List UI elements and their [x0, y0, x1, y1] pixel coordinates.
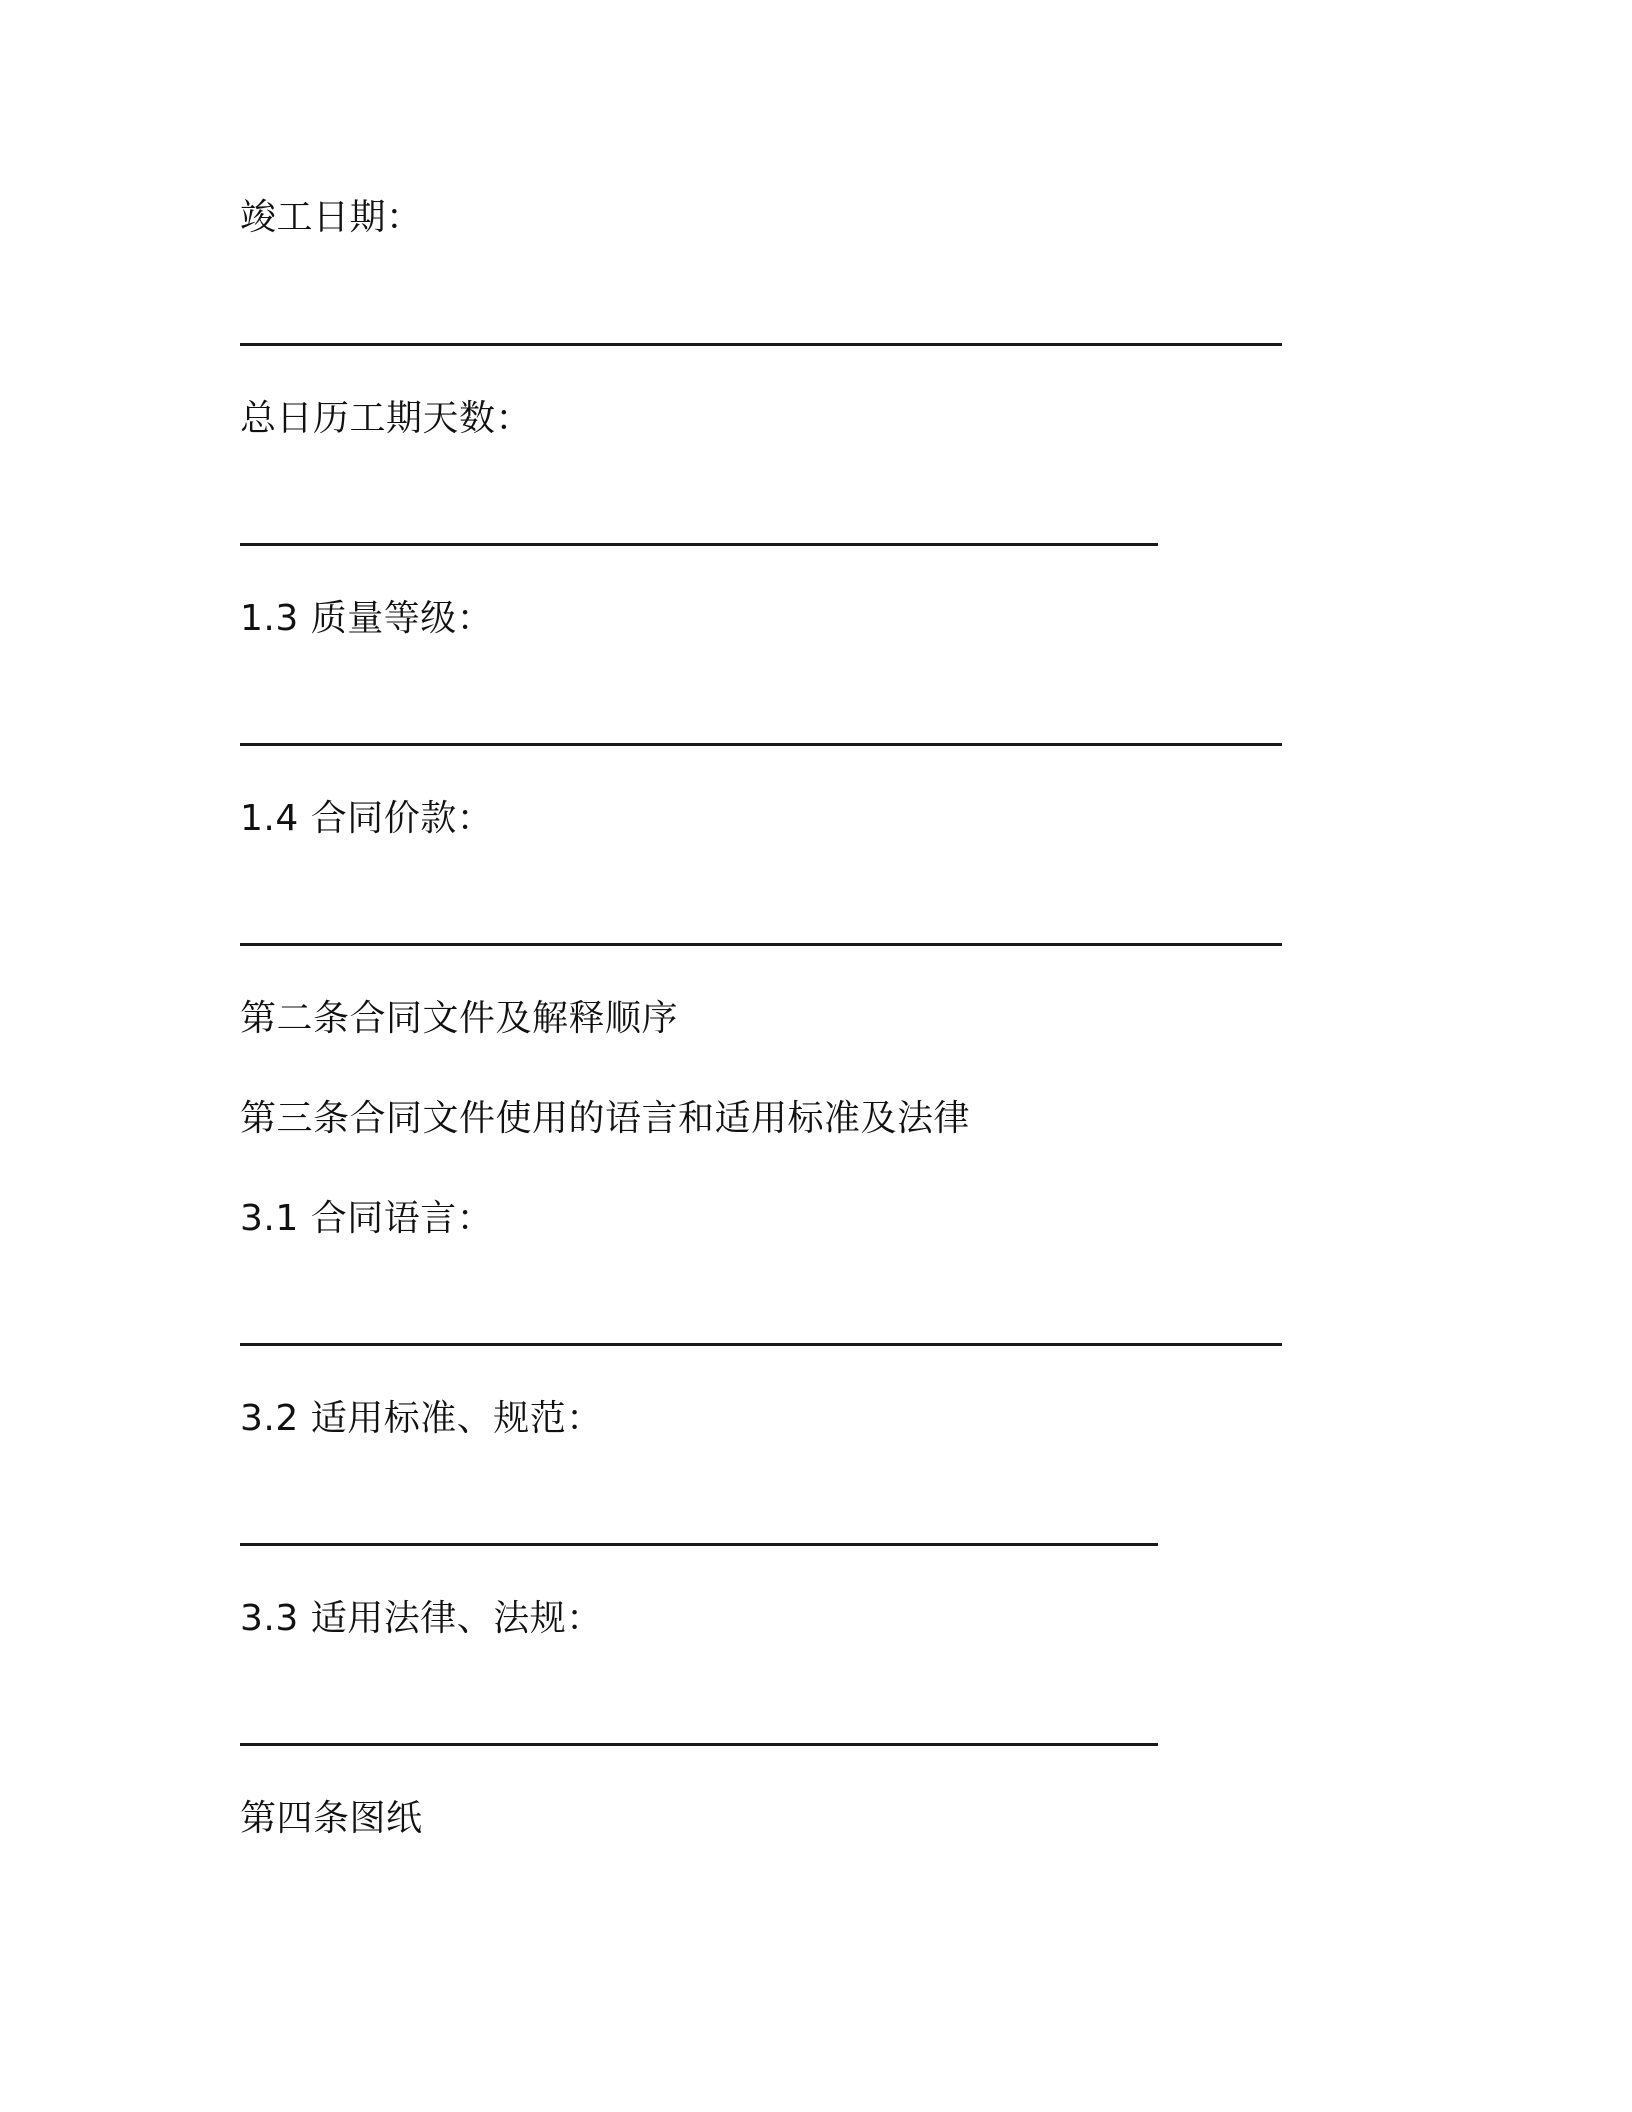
applicable-standards-blank [240, 1543, 1158, 1546]
article-four-heading: 第四条图纸 [240, 1798, 423, 1839]
contract-price-label: 1.4 合同价款： [240, 798, 494, 839]
applicable-standards-label: 3.2 适用标准、规范： [240, 1398, 603, 1439]
contract-price-blank [240, 943, 1282, 946]
article-two-heading: 第二条合同文件及解释顺序 [240, 998, 679, 1039]
article-three-heading: 第三条合同文件使用的语言和适用标准及法律 [240, 1098, 971, 1139]
quality-grade-blank [240, 743, 1282, 746]
applicable-laws-blank [240, 1743, 1158, 1746]
contract-language-label: 3.1 合同语言： [240, 1198, 494, 1239]
contract-language-blank [240, 1343, 1282, 1346]
completion-date-label: 竣工日期： [240, 197, 423, 238]
total-duration-blank [240, 543, 1158, 546]
quality-grade-label: 1.3 质量等级： [240, 598, 494, 639]
completion-date-blank [240, 343, 1282, 346]
total-duration-label: 总日历工期天数： [240, 398, 533, 439]
applicable-laws-label: 3.3 适用法律、法规： [240, 1598, 603, 1639]
